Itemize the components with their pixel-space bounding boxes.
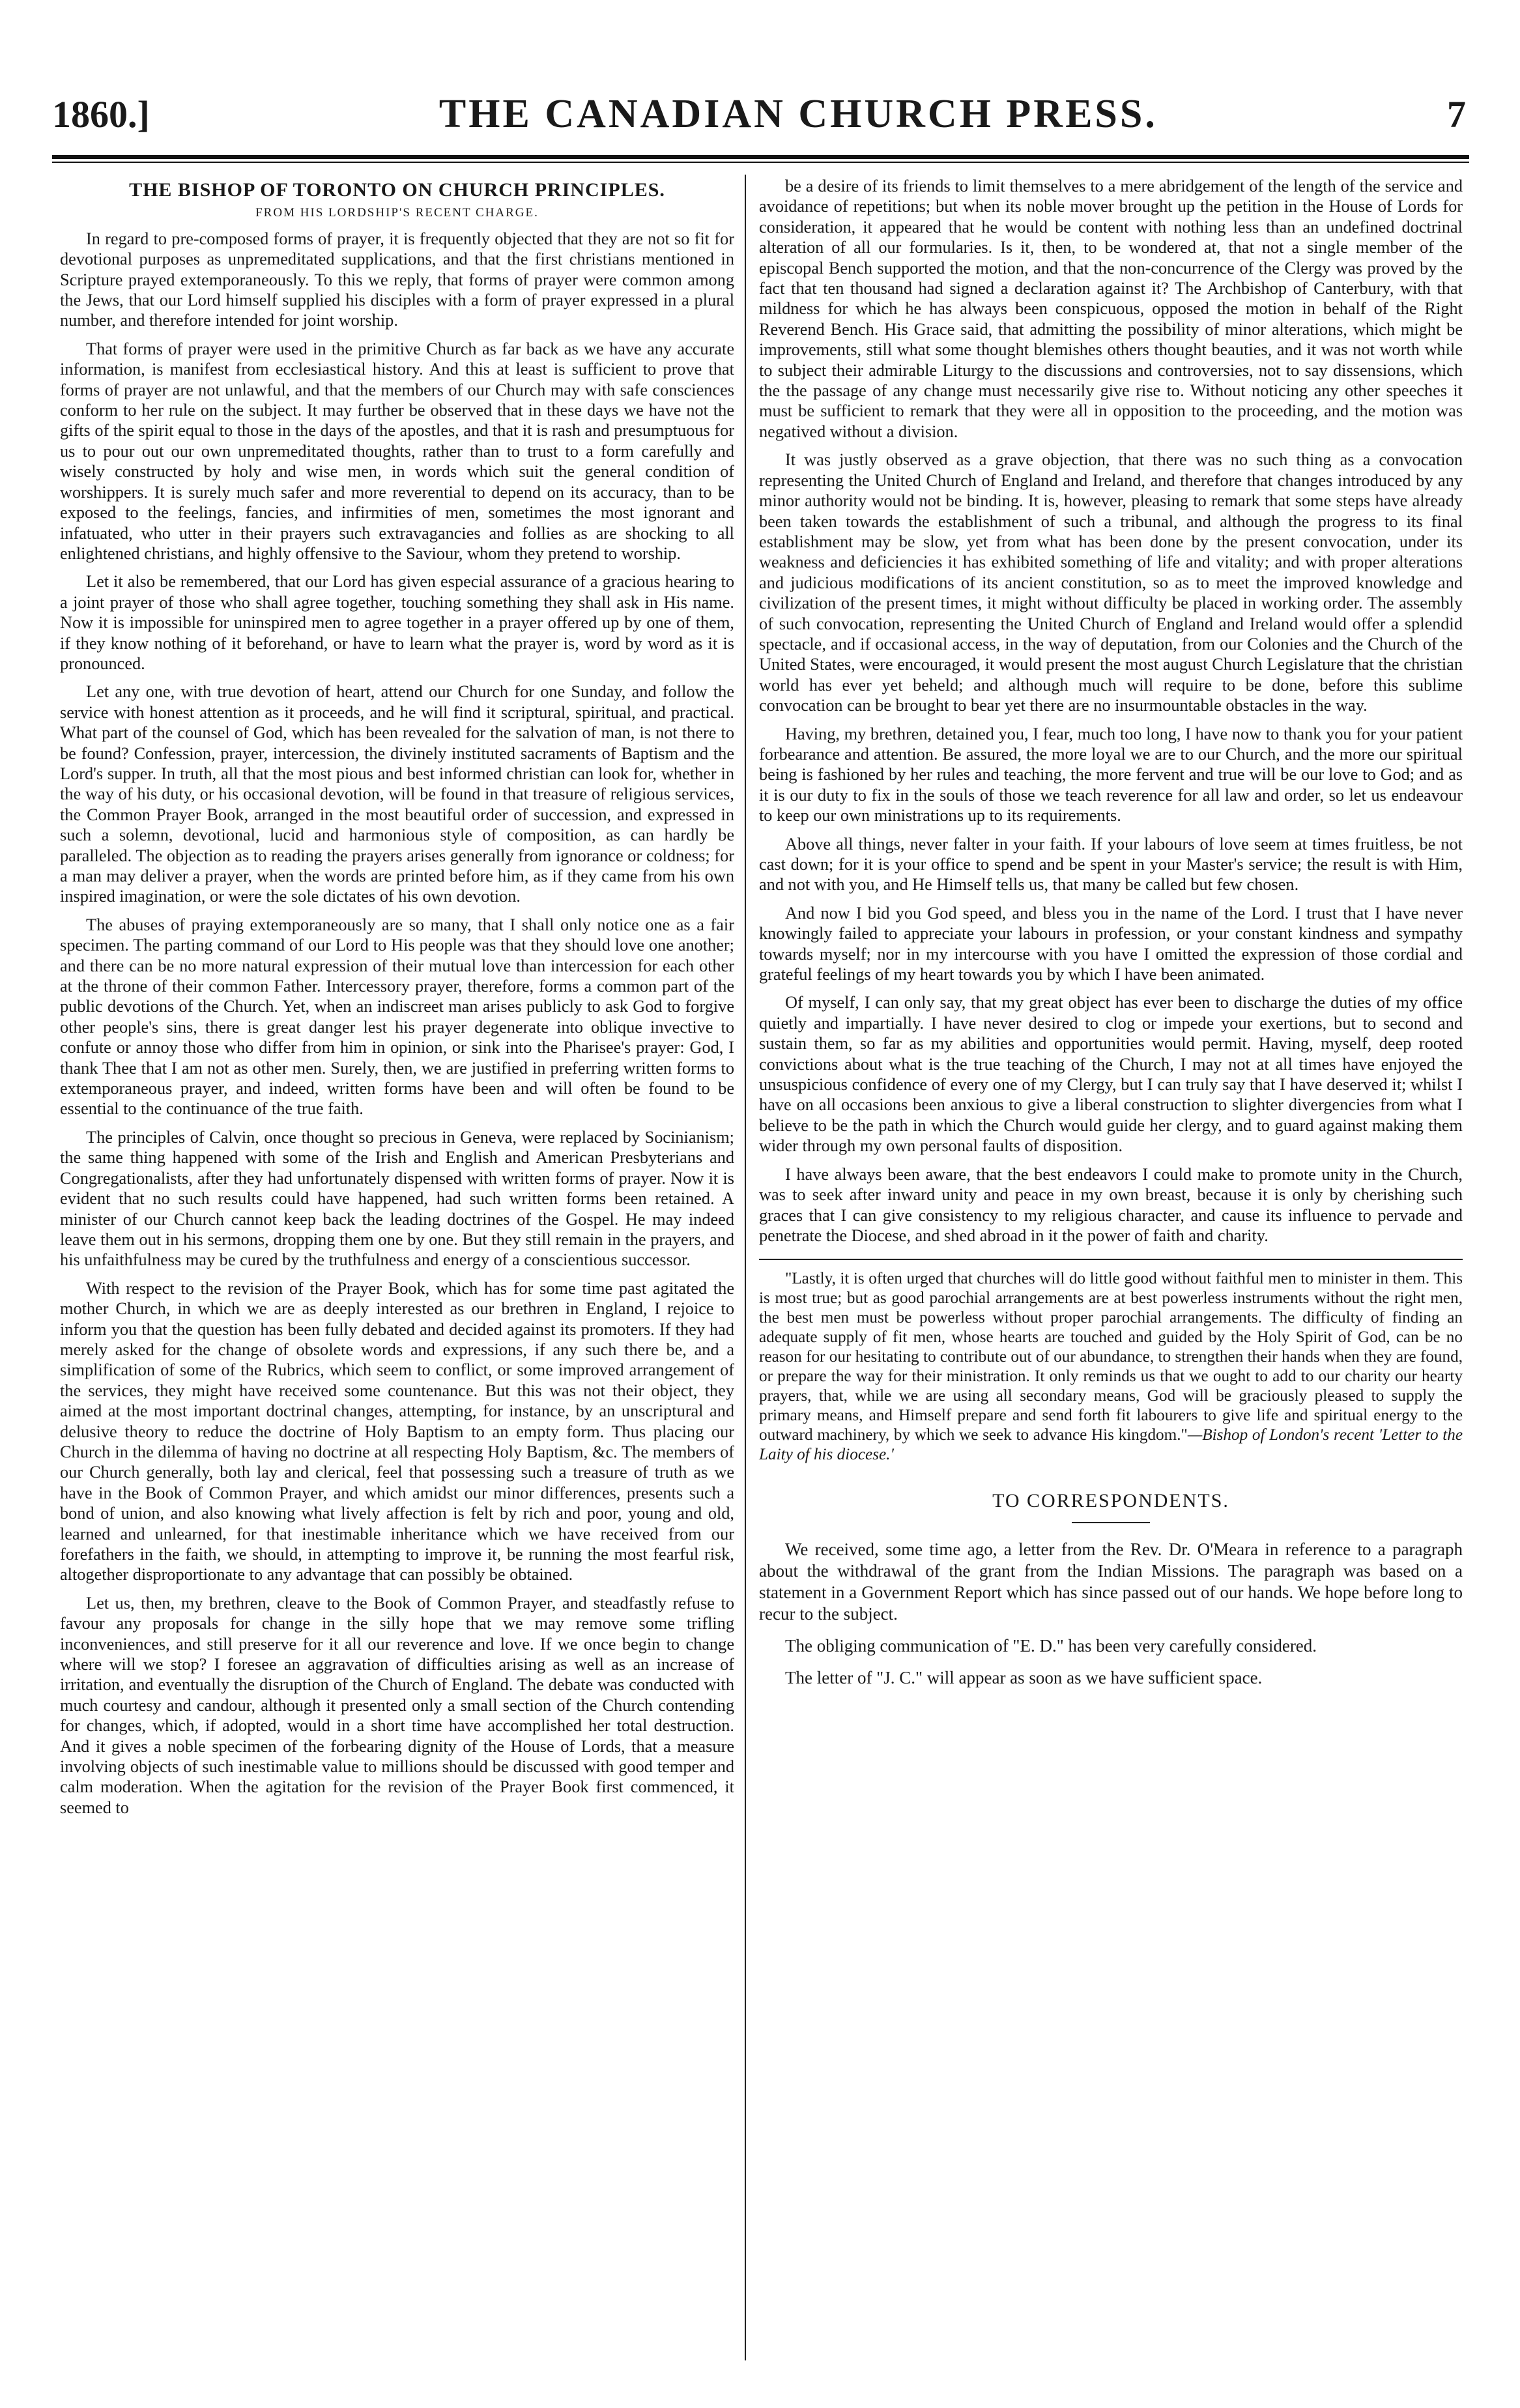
- correspondents-section: [759, 1539, 1463, 1689]
- quote-body: "Lastly, it is often urged that churches will do little good without faithful men to minister in them. This is most true; but as good parochial arrangements are at best powerless instruments without the right men, the best men must be powerless without proper parochial arrangements. The difficulty of finding an adequate supply of fit men, whose hearts are touched and guided by the Holy Spirit of God, can be no reason for our hesitating to contribute out of our abundance, to strengthen their hands when they are found, or prepare the way for their ministration. It only reminds us that we ought to add to our charity our hearty prayers, that, while we are using all secondary means, God will be graciously pleased to supply the primary means, and Himself prepare and send forth fit labourers to give life and spiritual energy to the outward machinery, by which we seek to advance His kingdom.": [759, 1270, 1463, 1444]
- column-divider: [745, 175, 746, 2360]
- article-paragraph: be a desire of its friends to limit themselves to a mere abridgement of the length of the service and avoidance of repetitions; but when its noble mover brought up the petition in the House of Lords for consideration, it appeared that he would be content with nothing less than an undefined doctrinal alteration of all our formularies. Is it, then, to be wondered at, that not a single member of the episcopal Bench supported the motion, and that the non-concurrence of the Clergy was proved by the fact that ten thousand had signed a declaration against it? The Archbishop of Canterbury, with that mildness for which he has always been conspicuous, opposed the motion in behalf of the Right Reverend Bench. His Grace said, that admitting the possibility of minor alterations, which might be improvements, still what some thought blemishes others thought beauties, and it was not worth while to subject their admirable Liturgy to the discussions and controversies, not to say dissensions, which the the passage of any change must necessarily give rise to. Without noticing any other speeches it must be sufficient to remark that they were all in opposition to the proceeding, and the motion was negatived without a division.: [759, 177, 1463, 441]
- article-paragraph: The abuses of praying extemporaneously are so many, that I shall only notice one as a fair specimen. The parting command of our Lord to His people was that they should love one another; and there can be no more natural expression of their mutual love than intercession for each other at the throne of their common Father. Intercessory prayer, therefore, forms a common part of the public devotions of the Church. Yet, when an indiscreet man arises publicly to ask God to forgive other people's sins, there is great danger lest his prayer degenerate into oblique invective to confute or annoy those who differ from him in opinion, or sink into the Pharisee's prayer: God, I thank Thee that I am not as other men. Surely, then, we are justified in preferring written forms to extemporaneous prayer, and indeed, written forms have been and will often be found to be essential to the continuance of the true faith.: [60, 915, 734, 1119]
- article-paragraph: It was justly observed as a grave objection, that there was no such thing as a convocation representing the United Church of England and Ireland, and therefore that changes introduced by any minor authority would not be binding. It is, however, pleasing to remark that some steps have already been taken towards the establishment of such a tribunal, and although the progress to its final establishment may be slow, yet from what has been done by the present convocation, under its weakness and deficiencies it has exhibited something of life and vitality; and with proper alterations and judicious modifications of its ancient constitution, so as to meet the improved knowledge and civilization of the present times, it might without difficulty be placed in working order. The assembly of such convocation, representing the United Church of England and Ireland would offer a splendid spectacle, and if occasional access, in the way of deputation, from our Colonies and the Church of the United States, were encouraged, it would present the most august Church Legislature that the christian world has ever yet beheld; and although much will require to be done, before this sublime convocation can be brought to bear yet there are no insurmountable obstacles in the way.: [759, 450, 1463, 715]
- section-divider: [759, 1259, 1463, 1260]
- article-paragraph: Above all things, never falter in your faith. If your labours of love seem at times fruitless, be not cast down; for it is your office to spend and be spent in your Master's service; the result is with Him, and not with you, and He Himself tells us, that many be called but few chosen.: [759, 834, 1463, 895]
- quote-citation: —Bishop of London's recent 'Letter to the Laity of his diocese.': [759, 1426, 1463, 1464]
- header-rule: [52, 155, 1469, 159]
- correspondents-notice: We received, some time ago, a letter from the Rev. Dr. O'Meara in reference to a paragraph about the withdrawal of the grant from the Indian Missions. The paragraph was based on a statement in a Government Report which has since passed out of our hands. We hope before long to recur to the subject.: [759, 1539, 1463, 1624]
- article-subtitle: FROM HIS LORDSHIP'S RECENT CHARGE.: [255, 206, 539, 220]
- header-date: 1860.]: [52, 93, 150, 136]
- article-paragraph: The principles of Calvin, once thought so precious in Geneva, were replaced by Socinianism; the same thing happened with some of the Irish and English and American Presbyterians and Congregationalists, after they had unfortunately dispensed with written forms of prayer. Now it is evident that no such results could have happened, had such written forms been retained. A minister of our Church cannot keep back the leading doctrines of the Gospel. He may indeed leave them out in his sermons, dropping them one by one. But they still remain in the prayers, and his unfaithfulness may be cured by the truthfulness and energy of a conscientious successor.: [60, 1127, 734, 1270]
- correspondents-notice: The obliging communication of "E. D." has been very carefully considered.: [785, 1635, 1317, 1656]
- right-column: [759, 176, 1463, 1689]
- article-paragraph: Let us, then, my brethren, cleave to the Book of Common Prayer, and steadfastly refuse to favour any proposals for change in the silly hope that we may remove some trifling inconveniences, and still preserve for it all our reverence and love. If we once begin to change where will we stop? I foresee an aggravation of difficulties arising as well as an increase of irritation, and eventually the disruption of the Church of England. The debate was conducted with much courtesy and candour, although it presented only a small section of the Church contending for changes, which, if adopted, would in a short time have accomplished her total destruction. And it gives a noble specimen of the forbearing dignity of the House of Lords, that a measure involving objects of such inestimable value to millions should be discussed with good temper and calm moderation. When the agitation for the revision of the Prayer Book first commenced, it seemed to: [60, 1593, 734, 1817]
- article-paragraph: Having, my brethren, detained you, I fear, much too long, I have now to thank you for your patient forbearance and attention. Be assured, the more loyal we are to our Church, and the more our spiritual being is fashioned by her rules and teaching, the more fervent and true will be our love to God; and as it is our duty to fix in the souls of those we teach reverence for all law and order, so let us endeavour to keep our own ministrations up to its requirements.: [759, 724, 1463, 825]
- article-paragraph: Let any one, with true devotion of heart, attend our Church for one Sunday, and follow the service with honest attention as it proceeds, and he will find it scriptural, spiritual, and practical. What part of the counsel of God, which has been revealed for the salvation of man, is not there to be found? Confession, prayer, intercession, the divinely instituted sacraments of Baptism and the Lord's supper. In truth, all that the most pious and best informed christian can look for, whether in the way of his duty, or his occasional devotion, will be found in that treasure of religious services, the Common Prayer Book, arranged in the most beautiful order of succession, and expressed in such a solemn, devotional, lucid and harmonious style of composition, as can hardly be paralleled. The objection as to reading the prayers arises generally from ignorance or coldness; for a man may deliver a prayer, when the words are printed before him, as if they came from his own inspired imagination, or were the sole dictates of his own devotion.: [60, 682, 734, 906]
- quotation-block: [759, 1269, 1463, 1465]
- article-paragraph: In regard to pre-composed forms of prayer, it is frequently objected that they are not so fit for devotional purposes as unpremeditated supplications, and that the first christians mentioned in Scripture prayed extemporaneously. To this we reply, that forms of prayer were common among the Jews, that our Lord himself supplied his disciples with a form of prayer expressed in a plural number, and therefore intended for joint worship.: [60, 229, 734, 330]
- page-header: [52, 91, 1466, 143]
- left-column: [60, 176, 734, 1818]
- article-paragraph: I have always been aware, that the best endeavors I could make to promote unity in the Church, was to seek after inward unity and peace in my own breast, because it is only by cherishing such graces that I can give consistency to my religious character, and cause its influence to pervade and penetrate the Diocese, and shed abroad in it the power of faith and charity.: [759, 1164, 1463, 1245]
- heading-rule: [1072, 1522, 1150, 1523]
- article-paragraph: And now I bid you God speed, and bless you in the name of the Lord. I trust that I have never knowingly failed to appreciate your labours in profession, or your constant kindness and sympathy towards myself; nor in my intercourse with you have I omitted the expression of those cordial and grateful feelings of my heart towards you by which I have been animated.: [759, 903, 1463, 984]
- article-paragraph: That forms of prayer were used in the primitive Church as far back as we have any accurate information, is manifest from ecclesiastical history. And this at least is sufficient to prove that forms of prayer are not unlawful, and that the members of our Church may with safe consciences conform to her rule on the subject. It may further be observed that in these days we have not the gifts of the spirit equal to those in the days of the apostles, and that it is rash and presumptuous for us to pour out our own unpremeditated thoughts, rather than to trust to a form carefully and wisely constructed by holy and wise men, in words which suit the general condition of worshippers. It is surely much safer and more reverential to depend on its accuracy, than to be exposed to the feelings, fancies, and infirmities of men, sometimes the most ignorant and infatuated, who utter in their prayers such extravagancies and follies as are shocking to all enlightened christians, and highly offensive to the Saviour, whom they pretend to worship.: [60, 339, 734, 563]
- article-paragraph: Of myself, I can only say, that my great object has ever been to discharge the duties of my office quietly and impartially. I have never desired to clog or impede your exertions, but to second and sustain them, so far as my abilities and opportunities would permit. Having, myself, deep rooted convictions about what is the true teaching of the Church, I may not at all times have enjoyed the unsuspicious confidence of every one of my Clergy, but I can truly say that I have deserved it; whilst I have on all occasions been anxious to give a liberal construction to slighter divergencies from what I believe to be the path in which the Church would guide her clergy, and to guard against making them wider through my own personal faults of disposition.: [759, 993, 1463, 1156]
- page-number: 7: [1446, 93, 1466, 136]
- correspondents-notice: The letter of "J. C." will appear as soon as we have sufficient space.: [785, 1667, 1263, 1687]
- article-paragraph: With respect to the revision of the Prayer Book, which has for some time past agitated the mother Church, in which we are as deeply interested as our brethren in England, I rejoice to inform you that the question has been fully debated and decided against its promoters. If they had merely asked for the change of obsolete words and expressions, if any such there be, and a simplification of some of the Rubrics, which seem to conflict, or some improved arrangement of the services, they might have received some countenance. But this was not their object, they aimed at the most important doctrinal changes, attempting, for instance, by an unscriptural and delusive theory to reduce the doctrine of Holy Baptism to an empty form. Thus placing our Church in the dilemma of having no doctrine at all respecting Holy Baptism, &c. The members of our Church generally, both lay and clerical, feel that possessing such a treasure of truth as we have in the Book of Common Prayer, and which amidst our minor differences, presents such a bond of union, and also knowing what lively affection is felt by rich and poor, young and old, learned and unlearned, for that inestimable inheritance which we have received from our forefathers in the faith, we should, in attempting to improve it, be running the most fearful risk, altogether disproportionate to any advantage that can possibly be obtained.: [60, 1278, 734, 1584]
- masthead-title: THE CANADIAN CHURCH PRESS.: [438, 92, 1158, 136]
- correspondents-heading: TO CORRESPONDENTS.: [992, 1490, 1229, 1512]
- article-paragraph: Let it also be remembered, that our Lord has given especial assurance of a gracious hearing to a joint prayer of those who shall agree together, touching something they shall ask in His name. Now it is impossible for uninspired men to agree together in a prayer offered up by one of them, if they know nothing of it beforehand, or have to learn what the prayer is, word by word as it is pronounced.: [60, 572, 734, 673]
- quotation-text: [759, 1269, 1463, 1465]
- header-rule-thin: [52, 162, 1469, 163]
- article-title: THE BISHOP OF TORONTO ON CHURCH PRINCIPLES.: [129, 179, 665, 201]
